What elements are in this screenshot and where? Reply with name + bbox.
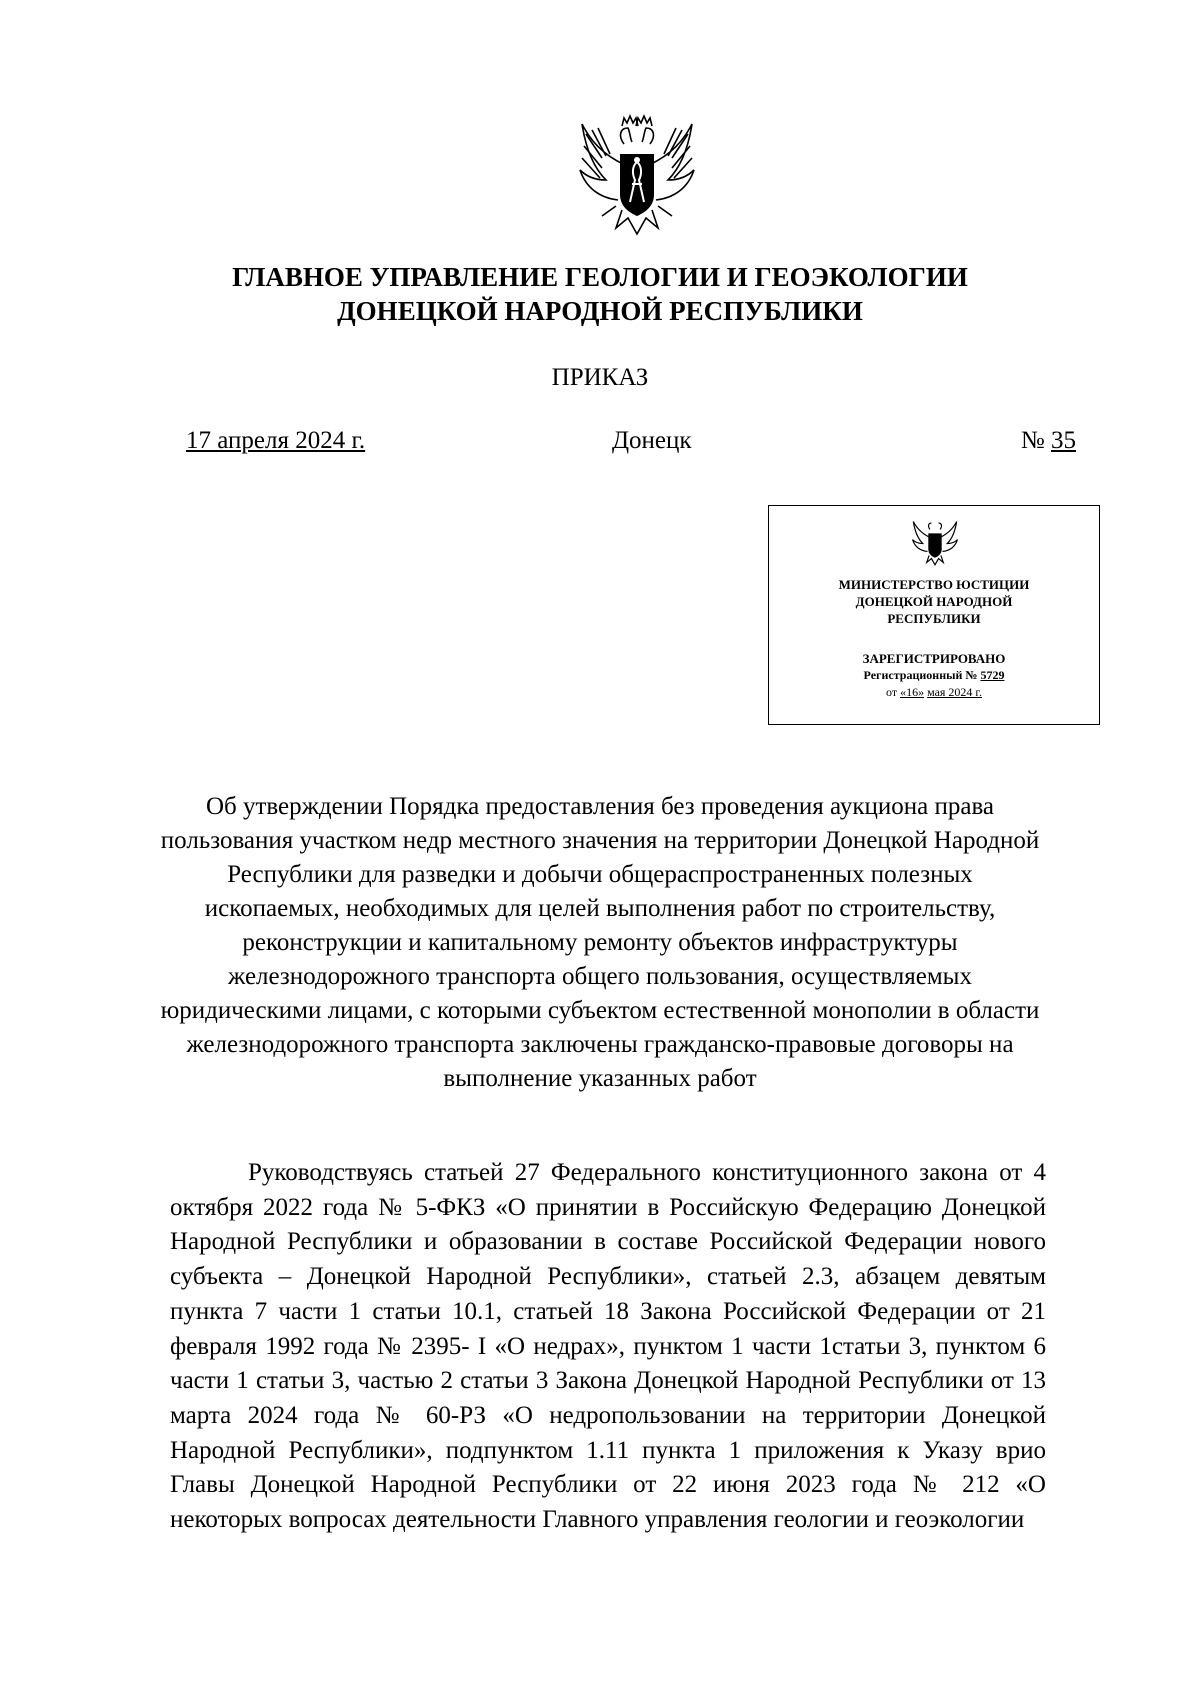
agency-name-line2: ДОНЕЦКОЙ НАРОДНОЙ РЕСПУБЛИКИ xyxy=(337,296,863,326)
order-number-prefix: № xyxy=(1020,427,1045,454)
stamp-date-prefix: от xyxy=(885,685,898,699)
stamp-org-line2: ДОНЕЦКОЙ НАРОДНОЙ xyxy=(855,594,1013,609)
registration-stamp xyxy=(768,505,1100,725)
stamp-registration-number xyxy=(769,667,1099,684)
order-number xyxy=(1021,427,1076,455)
order-city: Донецк xyxy=(612,427,692,454)
stamp-date-day: «16» xyxy=(900,685,925,699)
order-date: 17 апреля 2024 г. xyxy=(186,427,366,454)
stamp-reg-number: 5729 xyxy=(980,668,1005,682)
stamp-organization xyxy=(769,576,1099,627)
coat-of-arms-emblem xyxy=(572,110,702,242)
document-body-paragraph: Руководствуясь статьей 27 Федерального конституционного закона от 4 октября 2022 года № 5-ФКЗ «О принятии в Российскую Федерацию Донецкой Народной Республики и образовании в составе Российской Федерации нового субъекта – Донецкой Народной Республики», статьей 2.3, абзацем девятым пункта 7 части 1 статьи 10.1, статьей 18 Закона Российской Федерации от 21 февраля 1992 года № 2395- I «О недрах», пунктом 1 части 1статьи 3, пунктом 6 части 1 статьи 3, частью 2 статьи 3 Закона Донецкой Народной Республики от 13 марта 2024 года № 60-РЗ «О недропользовании на территории Донецкой Народной Республики», подпунктом 1.11 пункта 1 приложения к Указу врио Главы Донецкой Народной Республики от 22 июня 2023 года № 212 «О некоторых вопросах деятельности Главного управления геологии и геоэкологии xyxy=(170,1159,1046,1534)
stamp-date xyxy=(769,684,1099,701)
stamp-org-line3: РЕСПУБЛИКИ xyxy=(887,611,981,626)
stamp-registered: ЗАРЕГИСТРИРОВАНО xyxy=(862,651,1006,666)
agency-name xyxy=(120,260,1080,328)
stamp-date-rest: мая 2024 г. xyxy=(927,685,983,699)
stamp-emblem-icon xyxy=(907,516,963,568)
stamp-reg-label: Регистрационный № xyxy=(863,668,978,682)
agency-name-line1: ГЛАВНОЕ УПРАВЛЕНИЕ ГЕОЛОГИИ И ГЕОЭКОЛОГИИ xyxy=(232,262,968,292)
document-title: Об утверждении Порядка предоставления без проведения аукциона права пользования участком недр местного значения на территории Донецкой Народной Республики для разведки и добычи общераспространенных полезных ископаемых, необходимых для целей выполнения работ по строительству, реконструкции и капитальному ремонту объектов инфраструктуры железнодорожного транспорта общего пользования, осуществляемых юридическими лицами, с которыми субъектом естественной монополии в области железнодорожного транспорта заключены гражданско-правовые договоры на выполнение указанных работ xyxy=(160,793,1040,1092)
order-number-value: 35 xyxy=(1051,427,1076,454)
stamp-org-line1: МИНИСТЕРСТВО ЮСТИЦИИ xyxy=(838,577,1030,592)
document-type: ПРИКАЗ xyxy=(551,364,649,391)
